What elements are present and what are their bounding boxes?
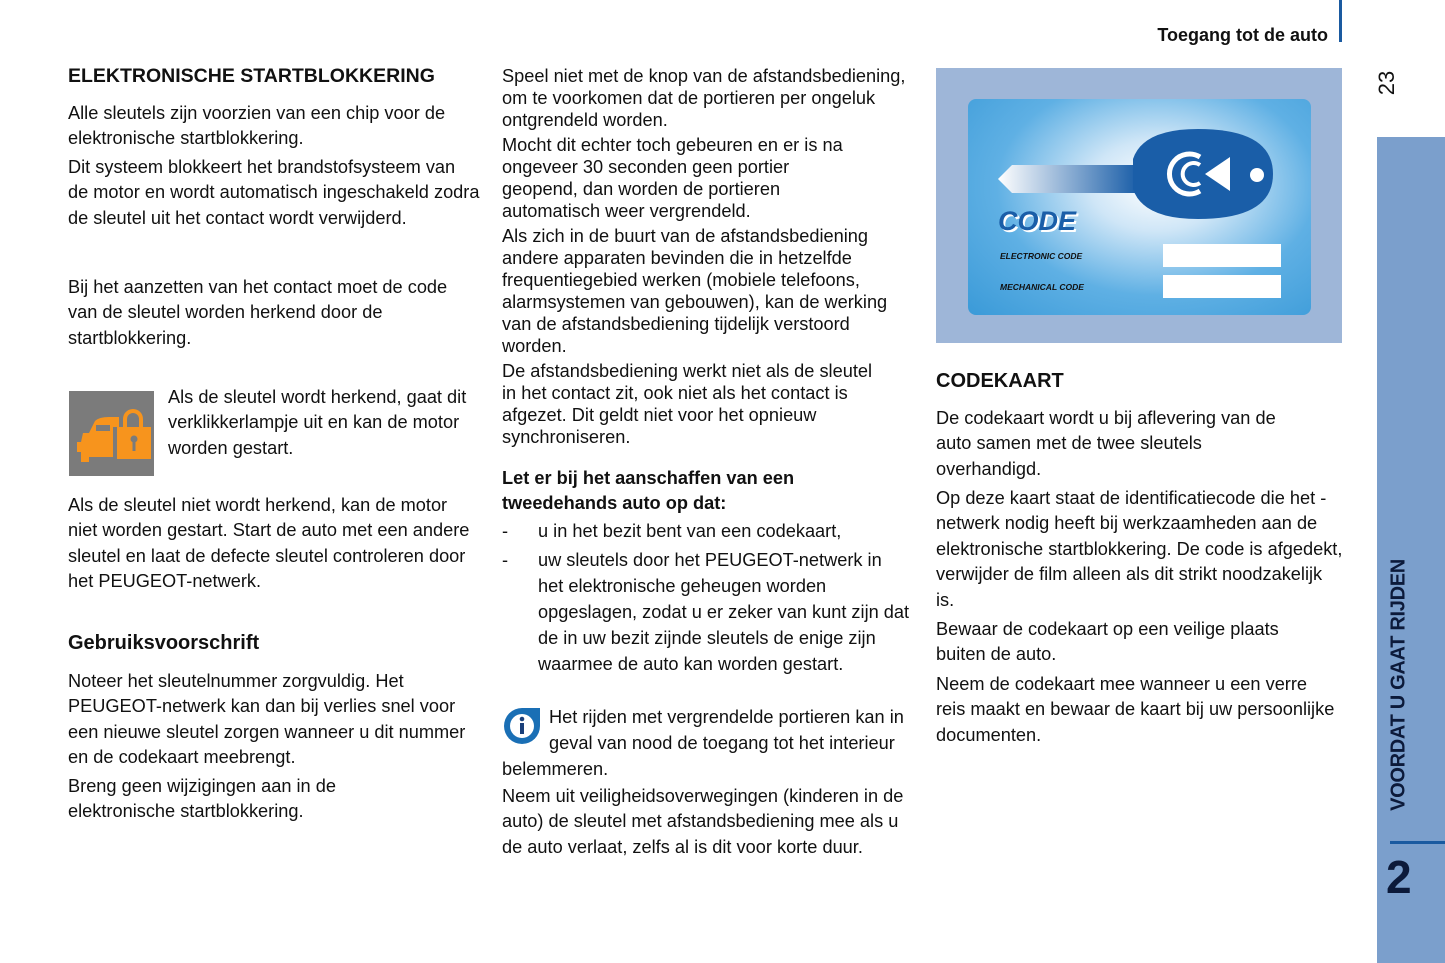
chapter-divider: [1390, 841, 1445, 844]
mechanical-code-field: [1163, 275, 1281, 298]
paragraph: Neem de codekaart mee wanneer u een verre reis maakt en bewaar de kaart bij uw persoonlijke documenten.: [936, 674, 1335, 745]
page-number: 23: [1374, 70, 1399, 96]
info-text: Het rijden met vergrendelde portieren kan in geval van nood de toegang tot het interieur belemmeren.: [502, 707, 904, 779]
immobiliser-warning-lamp-icon: [69, 391, 154, 476]
chapter-title: VOORDAT U GAAT RIJDEN: [1387, 559, 1410, 811]
paragraph: Alle sleutels zijn voorzien van een chip voor de elektronische startblokkering.: [68, 103, 446, 149]
list-dash: -: [502, 550, 509, 570]
electronic-code-label: ELECTRONIC CODE: [1000, 251, 1083, 261]
electronic-code-field: [1163, 244, 1281, 267]
list-item-text: uw sleutels door het PEUGEOT-netwerk in het elektronische geheugen worden opgeslagen, zodat u er zeker van kunt zijn dat de in uw bezit zijnde sleutels de enige zijn waarmee de auto kan worden gestart.: [538, 550, 910, 674]
paragraph: Op deze kaart staat de identificatiecode die het -netwerk nodig heeft bij werkzaamheden aan de elektronische startblokkering. De code is afgedekt, verwijder de film alleen als dit strikt noodzakelijk is.: [936, 488, 1343, 610]
paragraph: Speel niet met de knop van de afstandsbediening, om te voorkomen dat de portieren per ongeluk ontgrendeld worden.: [502, 66, 906, 130]
paragraph: Mocht dit echter toch gebeuren en er is na ongeveer 30 seconden geen portier geopend, dan worden de portieren automatisch weer vergrendeld.: [502, 135, 843, 221]
paragraph: Dit systeem blokkeert het brandstofsysteem van de motor en wordt automatisch ingeschakeld zodra de sleutel uit het contact wordt verwijderd.: [68, 157, 480, 228]
paragraph: Neem uit veiligheidsoverwegingen (kinderen in de auto) de sleutel met afstandsbediening mee als u de auto verlaat, zelfs al is dit voor korte duur.: [502, 786, 904, 857]
card-title: CODE: [998, 206, 1077, 236]
code-card-illustration: [936, 68, 1342, 343]
paragraph: Als de sleutel niet wordt herkend, kan de motor niet worden gestart. Start de auto met een andere sleutel en laat de defecte sleutel controleren door het PEUGEOT-netwerk.: [68, 495, 470, 592]
heading-startblokkering: ELEKTRONISCHE STARTBLOKKERING: [68, 65, 435, 87]
list-item-text: u in het bezit bent van een codekaart,: [538, 521, 842, 541]
section-title: Toegang tot de auto: [1157, 25, 1328, 45]
list-item: [502, 518, 912, 544]
paragraph: Als zich in de buurt van de afstandsbediening andere apparaten bevinden die in hetzelfde frequentiegebied werken (mobiele telefoons, alarmsystemen van gebouwen), kan de werking van de afstandsbediening tijdelijk verstoord worden.: [502, 226, 888, 356]
paragraph: De afstandsbediening werkt niet als de sleutel in het contact zit, ook niet als het contact is afgezet. Dit geldt niet voor het opnieuw synchroniseren.: [502, 361, 873, 447]
list-dash: -: [502, 521, 509, 541]
bold-notice: Let er bij het aanschaffen van een tweedehands auto op dat:: [502, 468, 795, 514]
info-note: [502, 704, 907, 782]
chapter-number: 2: [1386, 851, 1412, 903]
list-item: [502, 547, 912, 677]
checklist: [502, 518, 912, 677]
header-accent-bar: [1339, 0, 1342, 42]
paragraph: Bewaar de codekaart op een veilige plaats buiten de auto.: [936, 619, 1279, 665]
paragraph: Breng geen wijzigingen aan in de elektronische startblokkering.: [68, 776, 336, 822]
warning-lamp-text: Als de sleutel wordt herkend, gaat dit verklikkerlampje uit en kan de motor worden gestart.: [168, 387, 467, 458]
heading-gebruiksvoorschrift: Gebruiksvoorschrift: [68, 632, 260, 654]
chapter-sidebar: [1377, 137, 1445, 963]
info-icon: [502, 706, 542, 746]
heading-codekaart: CODEKAART: [936, 370, 1064, 392]
paragraph: Noteer het sleutelnummer zorgvuldig. Het PEUGEOT-netwerk kan dan bij verlies snel voor een nieuwe sleutel zorgen wanneer u dit nummer en de codekaart meebrengt.: [68, 671, 466, 768]
mechanical-code-label: MECHANICAL CODE: [1000, 282, 1084, 292]
paragraph: De codekaart wordt u bij aflevering van de auto samen met de twee sleutels overhandigd.: [936, 408, 1276, 479]
paragraph: Bij het aanzetten van het contact moet de code van de sleutel worden herkend door de startblokkering.: [68, 277, 448, 348]
